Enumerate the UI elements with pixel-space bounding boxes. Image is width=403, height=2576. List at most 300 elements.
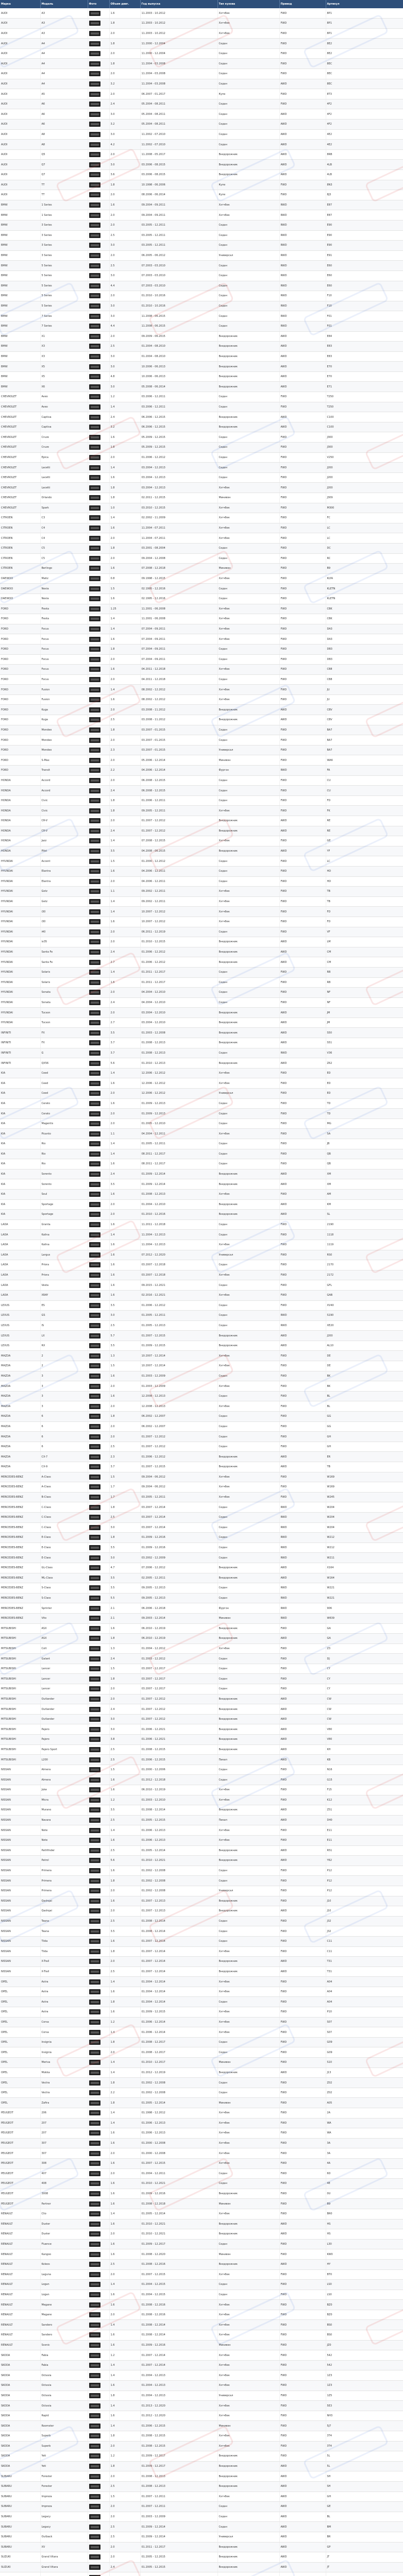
table-row [0,927,403,937]
table-cell: 1.4 [109,896,140,907]
table-cell: C-Class [40,1522,88,1533]
table-cell: QX56 [40,1058,88,1069]
table-cell: HS [326,2219,403,2229]
part-photo-cell [88,2502,109,2512]
part-thumbnail-image [89,1596,100,1601]
table-cell: AWD [279,2259,326,2269]
table-cell: Хэтчбек [217,2148,279,2159]
table-cell: 1.6 [109,1936,140,1946]
table-cell: 2.5 [109,342,140,352]
table-row [0,846,403,856]
table-cell: P12 [326,1866,403,1876]
table-cell: FWD [279,1482,326,1493]
table-cell: DJ [326,1654,403,1664]
table-cell: 2.0 [109,2502,140,2512]
table-row [0,2229,403,2240]
table-cell: 2.0 [109,2310,140,2320]
part-thumbnail-image [89,21,100,26]
table-cell: JU [326,694,403,705]
part-thumbnail-image [89,606,100,612]
table-cell: J32 [326,1926,403,1937]
part-photo-cell [88,1563,109,1573]
table-cell: 03.2007 - 01.2015 [140,735,217,745]
table-cell: OPEL [0,2078,40,2088]
part-photo-cell [88,1906,109,1917]
part-thumbnail-image [89,2201,100,2207]
table-cell: Teana [40,1926,88,1937]
table-cell: RX [40,1341,88,1351]
table-cell: FWD [279,513,326,523]
table-cell: FWD [279,1936,326,1946]
table-cell: Хэтчбек [217,1825,279,1836]
table-row [0,1744,403,1755]
table-cell: AWD [279,1169,326,1179]
part-thumbnail-image [89,2191,100,2196]
table-row [0,644,403,654]
table-cell: FD [326,917,403,927]
table-cell: 5L [326,2461,403,2471]
table-row [0,270,403,281]
table-cell: 12.2006 - 12.2012 [140,1078,217,1089]
table-cell: 03.2007 - 12.2017 [140,1684,217,1694]
table-cell: 11.2002 - 07.2010 [140,129,217,140]
table-cell: Astra [40,1987,88,1997]
table-cell: 01.2007 - 12.2014 [140,1936,217,1946]
table-cell: FORD [0,705,40,715]
table-cell: 3.2 [109,79,140,89]
part-photo-cell [88,432,109,443]
table-cell: FORD [0,604,40,614]
table-cell: 11.2002 - 07.2010 [140,140,217,150]
table-cell: 01.2005 - 12.2011 [140,1311,217,1321]
part-thumbnail-image [89,748,100,753]
table-cell: FWD [279,2451,326,2462]
table-cell: CBV [326,705,403,715]
table-cell: FWD [279,644,326,654]
table-cell: DAEWOO [0,573,40,584]
table-cell: S07 [326,2027,403,2038]
table-cell: 1.6 [109,2189,140,2199]
table-cell: 11.2004 - 07.2011 [140,533,217,544]
table-cell: 01.2002 - 12.2008 [140,1886,217,1896]
table-cell: Седан [217,1311,279,1321]
table-cell: FWD [279,1472,326,1482]
table-cell: G09 [326,2037,403,2047]
part-photo-cell [88,1462,109,1472]
table-row [0,665,403,675]
table-cell: GP [326,2542,403,2552]
table-cell: Roomster [40,2421,88,2431]
table-row [0,422,403,432]
table-cell: Aveo [40,402,88,412]
table-cell: FWD [279,735,326,745]
table-row [0,997,403,1008]
table-cell: RWD [279,321,326,331]
table-cell: T250 [326,402,403,412]
part-thumbnail-image [89,51,100,56]
table-cell: FWD [279,463,326,473]
table-cell: Accent [40,856,88,867]
part-photo-cell [88,2158,109,2168]
table-row [0,2088,403,2098]
part-thumbnail-image [89,1374,100,1379]
table-cell: S51 [326,1038,403,1048]
table-cell: FWD [279,1654,326,1664]
table-cell: FWD [279,856,326,867]
part-photo-cell [88,1311,109,1321]
part-thumbnail-image [89,1091,100,1096]
table-cell: Vito [40,1613,88,1623]
table-row [0,109,403,120]
table-cell: AUDI [0,89,40,99]
table-cell: FWD [279,967,326,977]
table-cell: Универсал [217,2391,279,2401]
table-cell: FWD [279,402,326,412]
table-cell: FWD [279,19,326,29]
table-cell: 3008 [40,2189,88,2199]
table-cell: AWD [279,715,326,725]
part-thumbnail-image [89,1030,100,1036]
table-cell: 2.0 [109,1432,140,1442]
table-cell: 2.0 [109,250,140,261]
table-cell: Q7 [40,170,88,180]
table-row [0,1008,403,1018]
part-photo-cell [88,1189,109,1199]
table-cell: BMW [0,371,40,382]
part-photo-cell [88,1835,109,1845]
table-cell: QB [326,1149,403,1159]
table-cell: 03.2004 - 12.2010 [140,1018,217,1028]
table-cell: Седан [217,59,279,69]
table-cell: FWD [279,1109,326,1119]
part-photo-cell [88,412,109,422]
table-cell: 1.8 [109,2391,140,2401]
part-thumbnail-image [89,1071,100,1076]
table-cell: S-Class [40,1593,88,1603]
part-photo-cell [88,1987,109,1997]
table-cell: 308 [40,2158,88,2168]
part-thumbnail-image [89,1535,100,1540]
table-cell: Внедорожник [217,342,279,352]
table-cell: Focus [40,624,88,634]
part-photo-cell [88,1674,109,1684]
table-cell: 05.2008 - 06.2014 [140,382,217,392]
table-cell: Внедорожник [217,1957,279,1967]
part-thumbnail-image [89,586,100,591]
table-cell: 11.2004 - 07.2011 [140,523,217,533]
part-photo-cell [88,2017,109,2027]
table-cell: 01.2010 - 12.2016 [140,1210,217,1220]
table-cell: CHEVROLET [0,412,40,422]
table-cell: MITSUBISHI [0,1643,40,1654]
table-cell: Хэтчбек [217,887,279,897]
table-row [0,1270,403,1280]
table-row [0,1320,403,1331]
table-cell: Седан [217,1442,279,1452]
table-cell: FWD [279,927,326,937]
table-cell: X5 [40,371,88,382]
table-cell: 03.2004 - 12.2013 [140,483,217,493]
part-thumbnail-image [89,1868,100,1873]
table-cell: Седан [217,1109,279,1119]
table-cell: NF [326,997,403,1008]
table-cell: 07.2008 - 12.2018 [140,564,217,574]
part-photo-cell [88,2381,109,2391]
table-cell: Универсал [217,1886,279,1896]
table-cell: Минивэн [217,1613,279,1623]
table-cell: C5 [40,543,88,553]
table-cell: AUDI [0,149,40,160]
table-cell: Spark [40,503,88,513]
table-cell: 11.2000 - 12.2004 [140,48,217,59]
part-thumbnail-image [89,889,100,894]
part-thumbnail-image [89,1242,100,1247]
table-cell: AWD [279,1957,326,1967]
table-cell: Универсал [217,250,279,261]
part-photo-cell [88,1936,109,1946]
table-cell: AWD [279,1815,326,1825]
table-cell: Внедорожник [217,1735,279,1745]
table-cell: 07.2003 - 03.2010 [140,281,217,291]
table-cell: FWD [279,786,326,796]
part-thumbnail-image [89,2353,100,2358]
table-cell: 2.4 [109,997,140,1008]
part-thumbnail-image [89,1101,100,1106]
table-cell: 4.2 [109,140,140,150]
table-cell: Хэтчбек [217,1068,279,1078]
table-cell: 1.6 [109,1775,140,1785]
part-thumbnail-image [89,2534,100,2539]
column-header: Привод [279,0,326,8]
part-thumbnail-image [89,1727,100,1732]
table-cell: 01.2011 - 12.2017 [140,2542,217,2552]
table-row [0,241,403,251]
table-cell: 01.2003 - 12.2009 [140,1381,217,1392]
part-thumbnail-image [89,1999,100,2005]
table-cell: Zafira [40,2098,88,2108]
table-cell: RS0 [326,1250,403,1260]
table-row [0,1139,403,1149]
part-thumbnail-image [89,2030,100,2035]
table-cell: 2.4 [109,1704,140,1715]
part-photo-cell [88,604,109,614]
table-cell: J200 [326,1331,403,1341]
table-row [0,99,403,109]
table-cell: 2.0 [109,452,140,463]
table-cell: 1.4 [109,2058,140,2068]
table-cell: AWD [279,2532,326,2542]
table-cell: CITROEN [0,513,40,523]
table-cell: HD [326,876,403,887]
table-row [0,1775,403,1785]
table-cell: 3.5 [109,1573,140,1583]
table-cell: 06.2010 - 12.2019 [140,1785,217,1795]
table-cell: Хэтчбек [217,8,279,19]
part-thumbnail-image [89,404,100,410]
table-cell: C-Class [40,1502,88,1513]
table-cell: 03.2007 - 12.2014 [140,1512,217,1522]
table-cell: C11 [326,1946,403,1957]
table-cell: A-Class [40,1482,88,1493]
table-cell: 09.2004 - 09.2011 [140,210,217,221]
table-cell: XM [326,1169,403,1179]
table-row [0,2340,403,2350]
table-cell: FWD [279,1835,326,1845]
table-row [0,2058,403,2068]
table-cell: Минивэн [217,2340,279,2350]
part-photo-cell [88,120,109,130]
table-cell: Kuga [40,705,88,715]
table-cell: Jazz [40,836,88,846]
table-cell: Седан [217,2239,279,2249]
table-cell: Z02 [326,2078,403,2088]
part-thumbnail-image [89,1404,100,1409]
table-cell: FORD [0,665,40,675]
table-row [0,624,403,634]
table-cell: Vesta [40,1280,88,1291]
table-cell: Фургон [217,766,279,776]
table-cell: Хэтчбек [217,1270,279,1280]
table-cell: 2 [40,1361,88,1371]
table-cell: E83 [326,342,403,352]
table-cell: Внедорожник [217,2451,279,2462]
table-cell: BA7 [326,745,403,755]
table-cell: 1.6 [109,2239,140,2249]
table-cell: 2170 [326,1260,403,1270]
table-cell: NISSAN [0,1815,40,1825]
table-cell: C100 [326,422,403,432]
table-cell: RWD [279,210,326,221]
table-row [0,210,403,221]
table-cell: Lancer [40,1674,88,1684]
table-cell: Седан [217,1300,279,1311]
part-thumbnail-image [89,71,100,76]
table-cell: Micra [40,1795,88,1805]
table-cell: 1.4 [109,2118,140,2128]
table-cell: 3.0 [109,270,140,281]
table-cell: Седан [217,1553,279,1563]
table-cell: ED [326,1089,403,1099]
table-cell: GS [40,1311,88,1321]
table-row [0,301,403,311]
table-cell: AWD [279,2492,326,2502]
table-cell: 4F2 [326,109,403,120]
part-photo-cell [88,2280,109,2290]
table-cell: 01.2007 - 12.2012 [140,1432,217,1442]
table-cell: Седан [217,1593,279,1603]
table-cell: 05.2009 - 12.2015 [140,443,217,453]
table-cell: RENAULT [0,2259,40,2269]
table-row [0,180,403,190]
part-thumbnail-image [89,1464,100,1469]
table-cell: FWD [279,775,326,786]
table-cell: AWD [279,2502,326,2512]
table-cell: NISSAN [0,1936,40,1946]
part-thumbnail-image [89,697,100,702]
part-thumbnail-image [89,101,100,107]
table-cell: Внедорожник [217,957,279,968]
table-cell: OPEL [0,2058,40,2068]
table-cell: HYUNDAI [0,947,40,957]
table-cell: 3.0 [109,1522,140,1533]
table-row [0,553,403,564]
table-cell: 01.2000 - 12.2008 [140,2138,217,2148]
table-cell: FWD [279,2118,326,2128]
table-cell: OPEL [0,2007,40,2018]
table-cell: FWD [279,1219,326,1230]
table-cell: Внедорожник [217,149,279,160]
table-cell: FWD [279,2340,326,2350]
table-cell: CBK [326,614,403,624]
part-thumbnail-image [89,1929,100,1934]
table-cell: 01.2005 - 12.2011 [140,1139,217,1149]
table-cell: Хэтчбек [217,2300,279,2310]
table-cell: FWD [279,584,326,594]
table-cell: FWD [279,2037,326,2047]
table-cell: E11 [326,1825,403,1836]
table-cell: 01.2009 - 12.2013 [140,1098,217,1109]
table-cell: Vectra [40,2088,88,2098]
table-cell: Largus [40,1250,88,1260]
table-row [0,1240,403,1250]
table-cell: 2.0 [109,2148,140,2159]
part-photo-cell [88,1553,109,1563]
part-photo-cell [88,1008,109,1018]
table-row [0,573,403,584]
table-cell: 01.2008 - 12.2020 [140,2249,217,2260]
table-cell: GAB [326,1290,403,1300]
table-cell: FWD [279,614,326,624]
table-cell: HONDA [0,846,40,856]
part-thumbnail-image [89,303,100,309]
table-cell: NISSAN [0,1805,40,1816]
table-cell: 5.5 [109,1593,140,1603]
table-cell: 09.2002 - 12.2011 [140,896,217,907]
table-cell: AM [326,1189,403,1199]
part-photo-cell [88,1442,109,1452]
table-cell: 4E2 [326,140,403,150]
table-cell: Седан [217,321,279,331]
table-cell: SUBARU [0,2481,40,2492]
table-cell: AWD [279,331,326,342]
table-cell: 3 Series [40,241,88,251]
table-cell: Q7 [40,160,88,170]
table-cell: 01.2008 - 12.2014 [140,2320,217,2330]
table-cell: Внедорожник [217,826,279,836]
table-cell: Fiesta [40,604,88,614]
table-cell: 3.0 [109,160,140,170]
table-cell: 3.5 [109,1179,140,1190]
table-cell: Astra [40,1997,88,2007]
table-cell: 12.2006 - 12.2012 [140,1089,217,1099]
table-row [0,291,403,301]
part-thumbnail-image [89,576,100,581]
table-cell: Z62 [326,1058,403,1069]
table-cell: FWD [279,1643,326,1654]
part-thumbnail-image [89,2040,100,2045]
table-cell: 2.5 [109,1744,140,1755]
part-photo-cell [88,947,109,957]
table-row [0,452,403,463]
table-cell: D40 [326,1815,403,1825]
table-cell: CITROEN [0,523,40,533]
part-thumbnail-image [89,394,100,399]
table-cell: 01.2004 - 08.2010 [140,351,217,362]
part-thumbnail-image [89,61,100,66]
table-cell: PEUGEOT [0,2189,40,2199]
table-cell: Внедорожник [217,937,279,947]
table-cell: 2.0 [109,1199,140,1210]
